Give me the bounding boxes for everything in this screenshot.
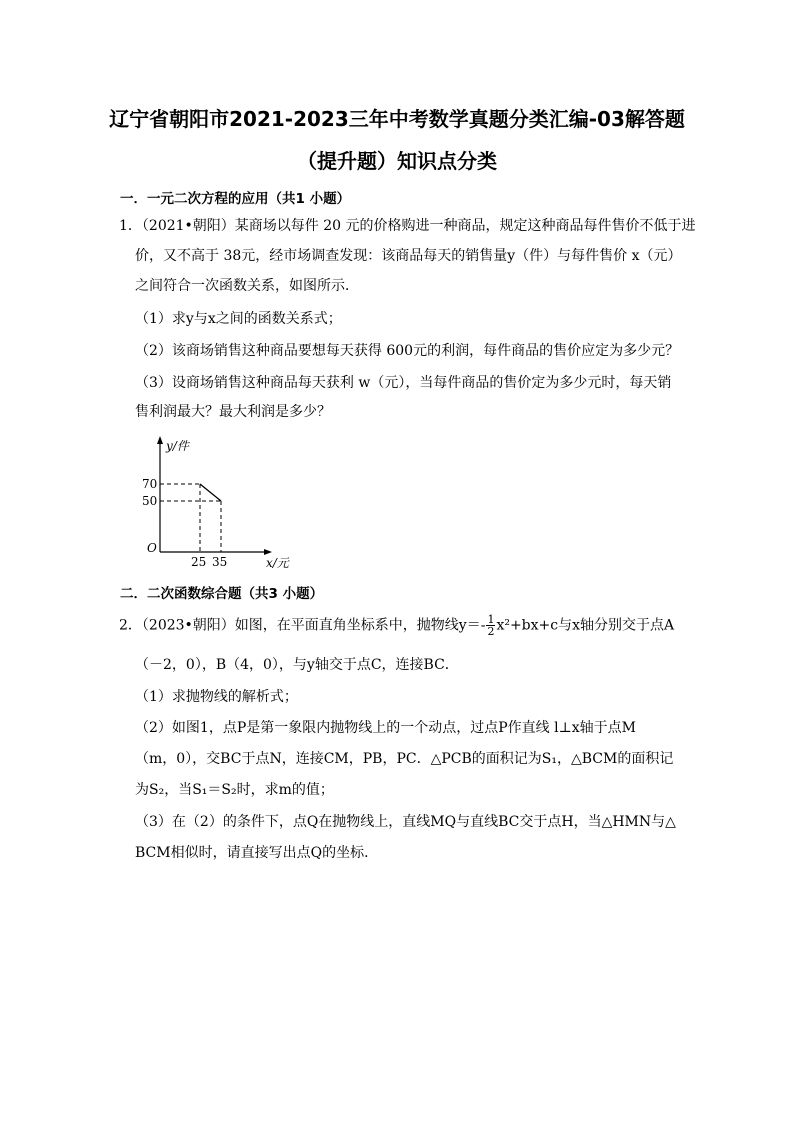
- q1-sub-3b: 售利润最大？最大利润是多少？: [135, 404, 331, 420]
- q1-sub-1: （1）求y与x之间的函数关系式；: [135, 311, 342, 327]
- y-axis-arrow-icon: [157, 436, 163, 444]
- q1-line-2: 价，又不高于 38元，经市场调查发现：该商品每天的销售量y（件）与每件售价 x（元）: [135, 248, 682, 264]
- section-2-heading: 二．二次函数综合题（共3 小题）: [120, 586, 324, 602]
- page-title-line-1: 辽宁省朝阳市2021-2023三年中考数学真题分类汇编-03解答题: [109, 107, 685, 131]
- q1-sub-3a: （3）设商场销售这种商品每天获利 w（元），当每件商品的售价定为多少元时，每天销: [135, 375, 672, 391]
- fraction-numerator: 1: [487, 613, 495, 626]
- q2-sub-1: （1）求抛物线的解析式；: [135, 689, 298, 705]
- q2-line-1-start: 2．（2023•朝阳）如图，在平面直角坐标系中，抛物线y＝-: [119, 617, 486, 634]
- fraction-denominator: 2: [487, 625, 495, 638]
- y-tick-70: 70: [142, 477, 158, 491]
- q1-sub-2: （2）该商场销售这种商品要想每天获得 600元的利润，每件商品的售价应定为多少元？: [135, 343, 680, 359]
- function-segment: [200, 484, 221, 501]
- y-tick-50: 50: [142, 494, 158, 508]
- section-1-heading: 一．一元二次方程的应用（共1 小题）: [120, 191, 351, 207]
- q2-sub-2b: （m，0），交BC于点N，连接CM，PB，PC．△PCB的面积记为S₁，△BCM的面积记: [135, 751, 674, 767]
- q2-sub-3a: （3）在（2）的条件下，点Q在抛物线上，直线MQ与直线BC交于点H，当△HMN与△: [135, 814, 676, 830]
- x-tick-35: 35: [212, 555, 228, 569]
- one-half-fraction: [486, 614, 495, 637]
- x-tick-25: 25: [191, 555, 207, 569]
- x-axis-arrow-icon: [264, 549, 272, 555]
- q2-line-2: （－2，0），B（4，0），与y轴交于点C，连接BC．: [135, 657, 459, 673]
- q2-line-1: [119, 614, 674, 637]
- page-title-line-2: （提升题）知识点分类: [297, 149, 497, 173]
- q1-function-graph: [140, 434, 310, 574]
- q2-sub-3b: BCM相似时，请直接写出点Q的坐标．: [135, 845, 379, 861]
- q2-line-1-end: x²+bx+c与x轴分别交于点A: [496, 617, 675, 634]
- origin-label: O: [147, 541, 157, 555]
- q2-sub-2c: 为S₂，当S₁＝S₂时，求m的值；: [135, 782, 334, 798]
- y-axis-label: y/件: [166, 439, 189, 453]
- x-axis-label: x/元: [266, 556, 289, 570]
- q2-sub-2a: （2）如图1，点P是第一象限内抛物线上的一个动点，过点P作直线 l⊥x轴于点M: [135, 720, 636, 736]
- q1-line-1: 1．（2021•朝阳）某商场以每件 20 元的价格购进一种商品，规定这种商品每件售价不低于进: [119, 218, 696, 234]
- q1-line-3: 之间符合一次函数关系，如图所示．: [135, 278, 359, 294]
